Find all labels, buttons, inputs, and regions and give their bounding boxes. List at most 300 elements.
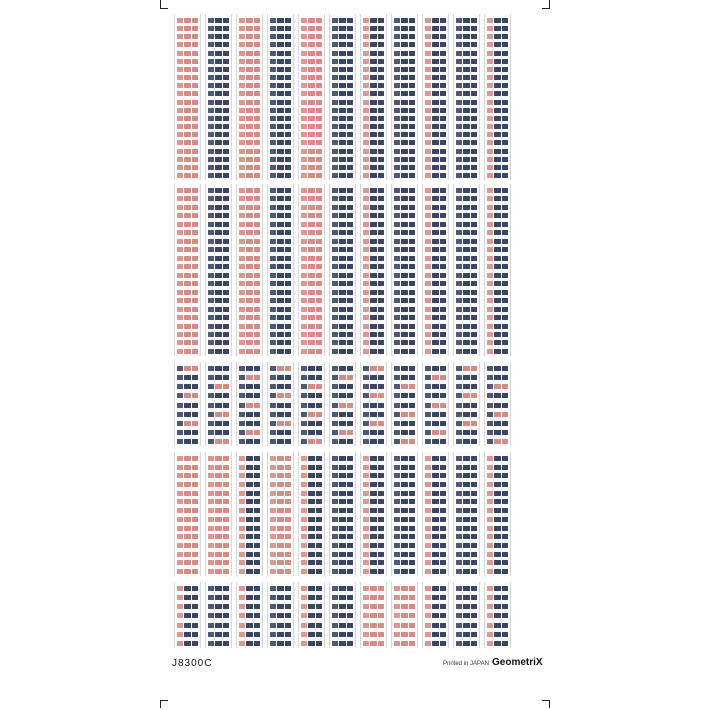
glyph-mark (401, 586, 407, 591)
glyph-mark (456, 34, 462, 39)
glyph-mark (308, 298, 314, 303)
destination-label (456, 213, 477, 218)
glyph-mark (425, 91, 431, 96)
glyph-mark (347, 613, 353, 618)
glyph-mark (471, 91, 477, 96)
glyph-mark (177, 132, 183, 137)
destination-label (456, 604, 477, 609)
glyph-mark (370, 100, 376, 105)
glyph-mark (378, 173, 384, 178)
glyph-mark (254, 91, 260, 96)
glyph-mark (239, 393, 245, 398)
glyph-mark (401, 213, 407, 218)
destination-label (425, 430, 446, 435)
glyph-mark (347, 340, 353, 345)
glyph-mark (332, 366, 338, 371)
glyph-mark (463, 393, 469, 398)
destination-label (487, 526, 508, 531)
glyph-mark (208, 421, 214, 426)
glyph-mark (463, 157, 469, 162)
glyph-mark (208, 517, 214, 522)
glyph-mark (270, 439, 276, 444)
crop-mark-bottom-right-v (549, 700, 550, 708)
glyph-mark (370, 239, 376, 244)
glyph-mark (432, 290, 438, 295)
destination-label (239, 67, 260, 72)
glyph-mark (208, 393, 214, 398)
glyph-mark (301, 196, 307, 201)
destination-label (456, 349, 477, 354)
destination-strip (267, 452, 294, 576)
glyph-mark (332, 67, 338, 72)
glyph-mark (208, 100, 214, 105)
destination-strip (236, 14, 263, 180)
glyph-mark (401, 124, 407, 129)
glyph-mark (432, 604, 438, 609)
destination-label (208, 273, 229, 278)
destination-label (332, 324, 353, 329)
destination-label (270, 26, 291, 31)
glyph-mark (378, 239, 384, 244)
glyph-mark (456, 586, 462, 591)
destination-label (425, 384, 446, 389)
destination-label (177, 595, 198, 600)
destination-label (456, 42, 477, 47)
glyph-mark (177, 613, 183, 618)
glyph-mark (425, 116, 431, 121)
glyph-mark (378, 34, 384, 39)
glyph-mark (215, 412, 221, 417)
glyph-mark (192, 247, 198, 252)
glyph-mark (184, 91, 190, 96)
glyph-mark (316, 569, 322, 574)
glyph-mark (494, 412, 500, 417)
glyph-mark (401, 165, 407, 170)
destination-label (208, 332, 229, 337)
glyph-mark (332, 307, 338, 312)
glyph-mark (432, 393, 438, 398)
glyph-mark (363, 586, 369, 591)
glyph-mark (363, 247, 369, 252)
glyph-mark (394, 473, 400, 478)
glyph-mark (215, 140, 221, 145)
glyph-mark (239, 623, 245, 628)
glyph-mark (463, 332, 469, 337)
destination-label (332, 124, 353, 129)
glyph-mark (471, 340, 477, 345)
glyph-mark (184, 230, 190, 235)
glyph-mark (208, 403, 214, 408)
destination-label (394, 412, 415, 417)
glyph-mark (254, 375, 260, 380)
glyph-mark (487, 586, 493, 591)
glyph-mark (270, 51, 276, 56)
glyph-mark (215, 298, 221, 303)
glyph-mark (370, 298, 376, 303)
glyph-mark (332, 384, 338, 389)
destination-label (177, 222, 198, 227)
glyph-mark (487, 473, 493, 478)
glyph-mark (215, 290, 221, 295)
destination-label (208, 604, 229, 609)
glyph-mark (378, 526, 384, 531)
destination-label (177, 213, 198, 218)
glyph-mark (308, 491, 314, 496)
glyph-mark (285, 298, 291, 303)
glyph-mark (425, 366, 431, 371)
destination-label (177, 384, 198, 389)
glyph-mark (394, 604, 400, 609)
glyph-mark (192, 205, 198, 210)
glyph-mark (425, 307, 431, 312)
destination-label (332, 517, 353, 522)
destination-label (332, 340, 353, 345)
destination-label (487, 366, 508, 371)
glyph-mark (487, 560, 493, 565)
destination-label (208, 222, 229, 227)
destination-label (208, 543, 229, 548)
glyph-mark (463, 491, 469, 496)
glyph-mark (339, 569, 345, 574)
glyph-mark (494, 491, 500, 496)
glyph-mark (471, 332, 477, 337)
glyph-mark (456, 132, 462, 137)
glyph-mark (184, 499, 190, 504)
glyph-mark (208, 132, 214, 137)
glyph-mark (339, 239, 345, 244)
destination-label (270, 315, 291, 320)
glyph-mark (425, 560, 431, 565)
glyph-mark (254, 421, 260, 426)
glyph-mark (401, 595, 407, 600)
glyph-mark (401, 412, 407, 417)
destination-strip (298, 362, 325, 446)
glyph-mark (285, 213, 291, 218)
destination-strip (329, 14, 356, 180)
glyph-mark (239, 51, 245, 56)
glyph-mark (254, 188, 260, 193)
glyph-mark (502, 332, 508, 337)
glyph-mark (316, 340, 322, 345)
glyph-mark (254, 560, 260, 565)
glyph-mark (308, 91, 314, 96)
glyph-mark (425, 67, 431, 72)
destination-label (301, 108, 322, 113)
glyph-mark (378, 247, 384, 252)
glyph-mark (177, 473, 183, 478)
glyph-mark (308, 165, 314, 170)
glyph-mark (301, 403, 307, 408)
glyph-mark (370, 51, 376, 56)
glyph-mark (502, 526, 508, 531)
destination-label (270, 526, 291, 531)
glyph-mark (285, 623, 291, 628)
glyph-mark (270, 375, 276, 380)
glyph-mark (425, 205, 431, 210)
glyph-mark (285, 439, 291, 444)
glyph-mark (215, 641, 221, 646)
glyph-mark (502, 384, 508, 389)
destination-label (394, 256, 415, 261)
glyph-mark (425, 26, 431, 31)
glyph-mark (347, 83, 353, 88)
glyph-mark (277, 298, 283, 303)
destination-label (487, 196, 508, 201)
glyph-mark (277, 595, 283, 600)
destination-label (394, 465, 415, 470)
glyph-mark (456, 165, 462, 170)
glyph-mark (401, 569, 407, 574)
destination-label (487, 569, 508, 574)
glyph-mark (432, 18, 438, 23)
destination-strip (236, 184, 263, 356)
glyph-mark (471, 421, 477, 426)
destination-strip (205, 582, 232, 648)
glyph-mark (363, 51, 369, 56)
glyph-mark (277, 205, 283, 210)
destination-label (239, 83, 260, 88)
glyph-mark (502, 140, 508, 145)
glyph-mark (378, 67, 384, 72)
destination-label (394, 586, 415, 591)
glyph-mark (254, 264, 260, 269)
glyph-mark (215, 613, 221, 618)
destination-label (456, 439, 477, 444)
glyph-mark (308, 586, 314, 591)
destination-label (487, 281, 508, 286)
glyph-mark (184, 508, 190, 513)
glyph-mark (502, 349, 508, 354)
glyph-mark (177, 116, 183, 121)
destination-label (177, 67, 198, 72)
glyph-mark (223, 149, 229, 154)
glyph-mark (347, 595, 353, 600)
glyph-mark (215, 332, 221, 337)
glyph-mark (339, 499, 345, 504)
glyph-mark (363, 230, 369, 235)
glyph-mark (215, 508, 221, 513)
glyph-mark (246, 213, 252, 218)
destination-label (301, 196, 322, 201)
destination-label (208, 281, 229, 286)
glyph-mark (208, 499, 214, 504)
glyph-mark (239, 132, 245, 137)
glyph-mark (215, 239, 221, 244)
destination-label (394, 188, 415, 193)
destination-strip (360, 582, 387, 648)
destination-label (394, 247, 415, 252)
destination-label (332, 173, 353, 178)
glyph-mark (409, 42, 415, 47)
glyph-mark (463, 482, 469, 487)
glyph-mark (370, 482, 376, 487)
destination-label (394, 569, 415, 574)
destination-label (270, 205, 291, 210)
destination-label (332, 100, 353, 105)
destination-label (394, 157, 415, 162)
glyph-mark (277, 482, 283, 487)
destination-label (301, 67, 322, 72)
glyph-mark (192, 534, 198, 539)
destination-strip (205, 184, 232, 356)
glyph-mark (332, 623, 338, 628)
glyph-mark (316, 403, 322, 408)
destination-strip (236, 362, 263, 446)
glyph-mark (208, 439, 214, 444)
destination-label (456, 59, 477, 64)
glyph-mark (432, 83, 438, 88)
glyph-mark (184, 83, 190, 88)
destination-label (177, 157, 198, 162)
glyph-mark (192, 67, 198, 72)
glyph-mark (246, 298, 252, 303)
glyph-mark (301, 100, 307, 105)
glyph-mark (432, 332, 438, 337)
destination-strip (422, 452, 449, 576)
glyph-mark (208, 124, 214, 129)
glyph-mark (270, 165, 276, 170)
glyph-mark (332, 34, 338, 39)
glyph-mark (471, 315, 477, 320)
glyph-mark (239, 412, 245, 417)
glyph-mark (177, 366, 183, 371)
destination-label (301, 641, 322, 646)
glyph-mark (208, 116, 214, 121)
glyph-mark (502, 91, 508, 96)
glyph-mark (215, 165, 221, 170)
glyph-mark (401, 273, 407, 278)
glyph-mark (308, 34, 314, 39)
glyph-mark (440, 307, 446, 312)
glyph-mark (409, 173, 415, 178)
glyph-mark (277, 384, 283, 389)
destination-label (208, 340, 229, 345)
glyph-mark (285, 604, 291, 609)
destination-strip (329, 452, 356, 576)
glyph-mark (254, 230, 260, 235)
glyph-mark (487, 324, 493, 329)
glyph-mark (339, 83, 345, 88)
glyph-mark (463, 384, 469, 389)
glyph-mark (277, 340, 283, 345)
decal-block (172, 582, 538, 648)
glyph-mark (471, 403, 477, 408)
destination-label (270, 586, 291, 591)
glyph-mark (208, 315, 214, 320)
glyph-mark (246, 569, 252, 574)
destination-strip (484, 452, 511, 576)
glyph-mark (347, 34, 353, 39)
glyph-mark (192, 366, 198, 371)
glyph-mark (184, 165, 190, 170)
glyph-mark (215, 196, 221, 201)
glyph-mark (308, 366, 314, 371)
glyph-mark (487, 491, 493, 496)
glyph-mark (494, 247, 500, 252)
glyph-mark (370, 543, 376, 548)
glyph-mark (378, 560, 384, 565)
glyph-mark (192, 569, 198, 574)
glyph-mark (223, 641, 229, 646)
glyph-mark (456, 222, 462, 227)
destination-label (270, 366, 291, 371)
destination-label (456, 641, 477, 646)
destination-label (270, 281, 291, 286)
glyph-mark (208, 205, 214, 210)
destination-label (394, 324, 415, 329)
glyph-mark (254, 623, 260, 628)
glyph-mark (215, 256, 221, 261)
destination-label (270, 482, 291, 487)
glyph-mark (432, 641, 438, 646)
glyph-mark (339, 456, 345, 461)
destination-label (394, 641, 415, 646)
glyph-mark (502, 239, 508, 244)
glyph-mark (363, 604, 369, 609)
destination-label (177, 307, 198, 312)
glyph-mark (246, 307, 252, 312)
glyph-mark (378, 264, 384, 269)
glyph-mark (456, 100, 462, 105)
destination-label (394, 307, 415, 312)
glyph-mark (215, 482, 221, 487)
glyph-mark (502, 196, 508, 201)
glyph-mark (301, 213, 307, 218)
glyph-mark (363, 632, 369, 637)
destination-label (177, 149, 198, 154)
destination-label (270, 75, 291, 80)
destination-label (425, 239, 446, 244)
destination-label (363, 239, 384, 244)
glyph-mark (456, 623, 462, 628)
glyph-mark (378, 196, 384, 201)
destination-label (487, 91, 508, 96)
destination-label (456, 324, 477, 329)
destination-label (332, 196, 353, 201)
glyph-mark (363, 623, 369, 628)
glyph-mark (184, 439, 190, 444)
glyph-mark (254, 412, 260, 417)
destination-label (239, 552, 260, 557)
destination-label (425, 641, 446, 646)
destination-label (239, 247, 260, 252)
glyph-mark (177, 149, 183, 154)
glyph-mark (425, 108, 431, 113)
glyph-mark (401, 188, 407, 193)
destination-label (394, 108, 415, 113)
glyph-mark (285, 140, 291, 145)
glyph-mark (184, 42, 190, 47)
glyph-mark (502, 230, 508, 235)
destination-strip (391, 14, 418, 180)
glyph-mark (463, 67, 469, 72)
glyph-mark (363, 340, 369, 345)
glyph-mark (463, 230, 469, 235)
glyph-mark (208, 213, 214, 218)
glyph-mark (494, 157, 500, 162)
glyph-mark (239, 349, 245, 354)
glyph-mark (370, 421, 376, 426)
glyph-mark (239, 508, 245, 513)
destination-label (363, 75, 384, 80)
glyph-mark (285, 108, 291, 113)
glyph-mark (215, 552, 221, 557)
glyph-mark (463, 430, 469, 435)
glyph-mark (215, 42, 221, 47)
glyph-mark (223, 222, 229, 227)
glyph-mark (432, 543, 438, 548)
glyph-mark (370, 188, 376, 193)
